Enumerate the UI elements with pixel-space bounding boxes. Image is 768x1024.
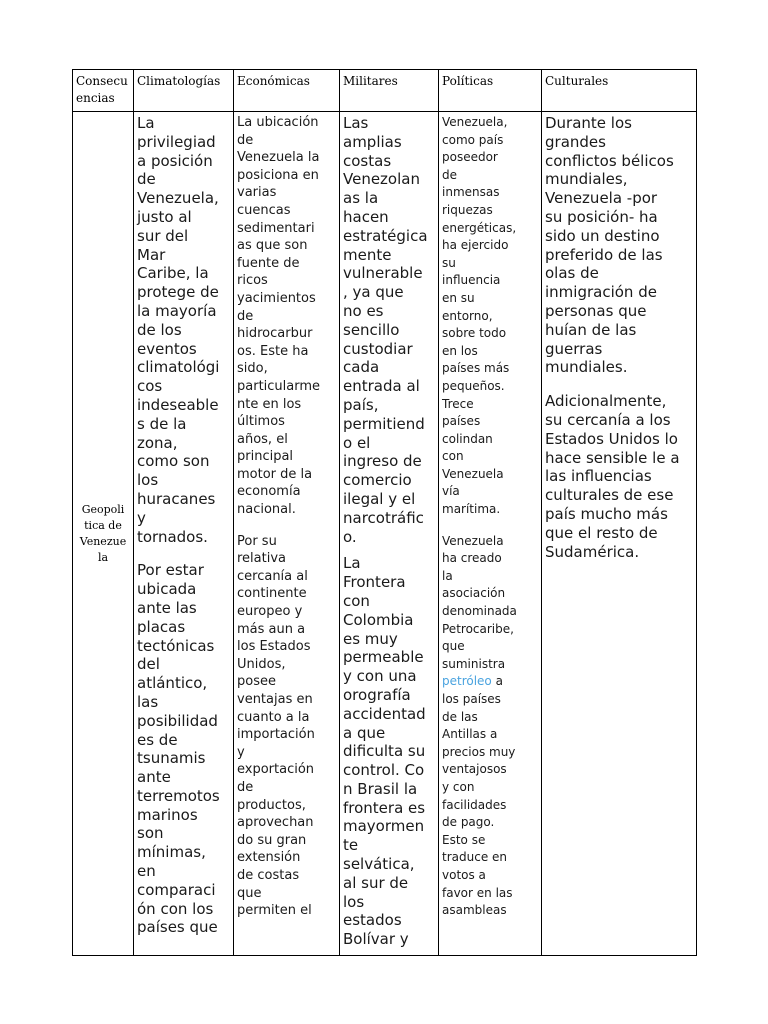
politicas-text-after-link: a los países de las Antillas a precios muy ventajosos y con facilidades de pago. Esto se traduce en votos a favor en las asambleas <box>442 674 516 918</box>
economicas-paragraph-2: Por su relativa cercanía al continente europeo y más aun a los Estados Unidos, posee ventajas en cuanto a la importación y exportación de productos, aprovechan do su gran extensión de costas que permiten el <box>237 533 315 919</box>
header-cell-culturales: Culturales <box>542 70 697 112</box>
petroleo-link[interactable]: petróleo <box>442 674 492 689</box>
cell-economicas <box>234 112 340 956</box>
culturales-paragraph-1: Durante los grandes conflictos bélicos mundiales, Venezuela -por su posición- ha sido un destino preferido de las olas de inmigración de personas que huían de las guerras mundiales. <box>545 114 674 377</box>
cell-climatologias <box>134 112 234 956</box>
header-cell-economicas: Económicas <box>234 70 340 112</box>
header-cell-militares: Militares <box>340 70 439 112</box>
culturales-paragraph-2: Adicionalmente, su cercanía a los Estados Unidos lo hace sensible le a las influencias culturales de ese país mucho más que el resto de Sudamérica. <box>545 392 680 561</box>
climatologias-paragraph-1: La privilegiad a posición de Venezuela, justo al sur del Mar Caribe, la protege de la mayoría de los eventos climatológi cos indeseable s de la zona, como son los huracanes y tornados. <box>137 114 220 546</box>
header-cell-politicas: Políticas <box>439 70 542 112</box>
militares-paragraph-2: La Frontera con Colombia es muy permeable y con una orografía accidentad a que dificulta su control. Co n Brasil la frontera es mayormen te selvática, al sur de los estados Bolívar y <box>343 554 426 949</box>
row-header-geopolitica <box>73 112 134 956</box>
cell-politicas <box>439 112 542 956</box>
header-cell-consecuencias: Consecu encias <box>73 70 134 112</box>
cell-culturales <box>542 112 697 956</box>
politicas-paragraph-1: Venezuela, como país poseedor de inmensas riquezas energéticas, ha ejercido su influencia en su entorno, sobre todo en los países más pequeños. Trece países colindan con Venezuela vía marítima. <box>442 115 517 517</box>
header-cell-climatologias: Climatologías <box>134 70 234 112</box>
consequences-table <box>72 69 697 956</box>
militares-paragraph-1: Las amplias costas Venezolan as la hacen estratégica mente vulnerable , ya que no es sencillo custodiar cada entrada al país, permitiend o el ingreso de comercio ilegal y el narcotráfic o. <box>343 114 428 546</box>
politicas-paragraph-2 <box>442 533 539 920</box>
cell-militares <box>340 112 439 956</box>
climatologias-paragraph-2: Por estar ubicada ante las placas tectónicas del atlántico, las posibilidad es de tsunamis ante terremotos marinos son mínimas, en comparaci ón con los países que <box>137 561 220 937</box>
geopolitica-row <box>73 112 697 956</box>
economicas-paragraph-1: La ubicación de Venezuela la posiciona en varias cuencas sedimentari as que son fuente de ricos yacimientos de hidrocarbur os. Este ha sido, particularme nte en los últimos años, el principal motor de la economía nacional. <box>237 115 321 518</box>
header-row <box>73 70 697 112</box>
row-header-label: Geopoli tica de Venezue la <box>79 502 127 564</box>
politicas-text-before-link: Venezuela ha creado la asociación denominada Petrocaribe, que suministra <box>442 533 517 671</box>
